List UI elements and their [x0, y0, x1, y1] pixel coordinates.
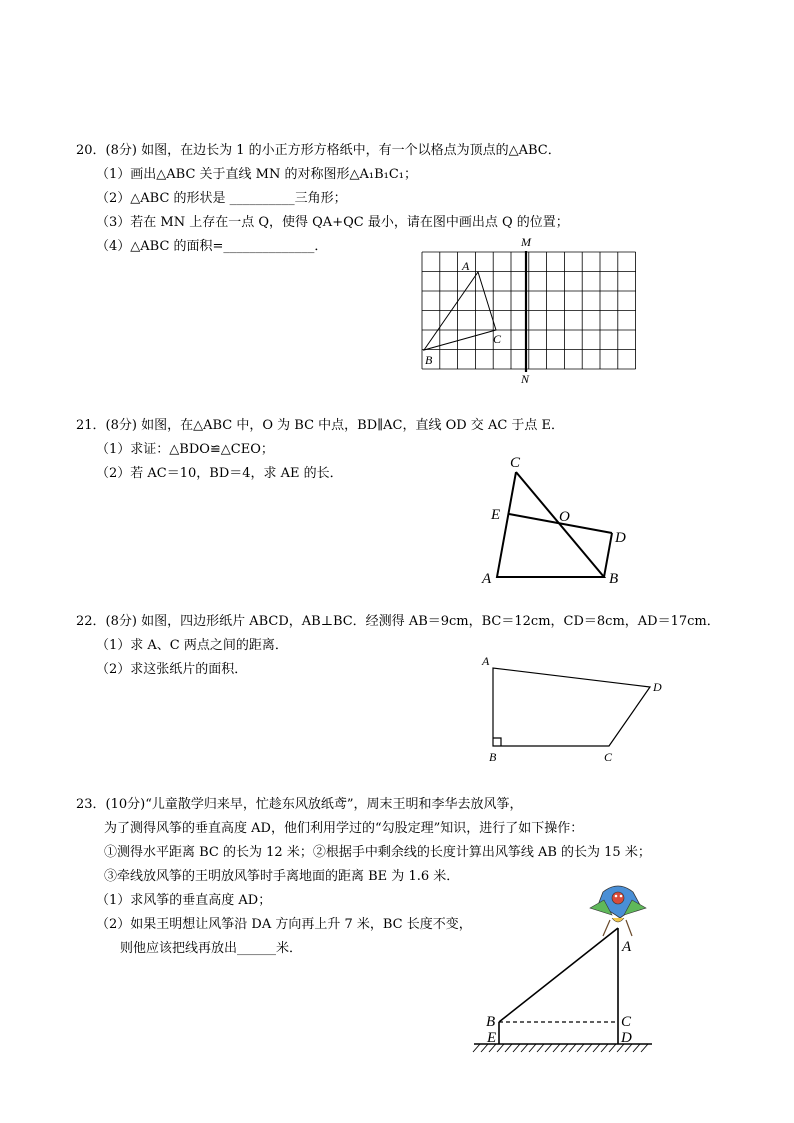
q23-label-e: E [487, 1030, 497, 1046]
ground-hatch-line [521, 1044, 528, 1052]
ground-hatch-line [585, 1044, 592, 1052]
q23-label-c: C [621, 1014, 632, 1030]
ground-hatch-line [601, 1044, 608, 1052]
q20-label-n: N [521, 372, 530, 386]
q20-label-c: C [493, 332, 502, 346]
q23-line2: 为了测得风筝的垂直高度 AD，他们利用学过的“勾股定理”知识，进行了如下操作： [104, 821, 584, 836]
q21-sub2: （2）若 AC＝10，BD＝4，求 AE 的长． [96, 466, 343, 481]
q21-label-b: B [609, 571, 619, 587]
q21-label-o: O [559, 509, 570, 525]
q22-right-angle-mark [493, 738, 501, 746]
q23-sub2-cont: 则他应该把线再放出______米． [120, 941, 303, 956]
q21-stem: 21．(8分) 如图，在△ABC 中，O 为 BC 中点，BD∥AC，直线 OD 交 AC 于点 E． [76, 418, 565, 433]
q23-sub2: （2）如果王明想让风筝沿 DA 方向再上升 7 米，BC 长度不变， [96, 917, 472, 932]
q23-line3: ①测得水平距离 BC 的长为 12 米；②根据手中剩余线的长度计算出风筝线 AB 的长为 15 米； [104, 845, 651, 860]
q23-label-a: A [622, 939, 632, 955]
q20-label-a: A [462, 259, 470, 273]
ground-hatch-line [593, 1044, 600, 1052]
q21-label-e: E [491, 507, 501, 523]
q20-label-b: B [425, 353, 433, 367]
q20-sub4: （4）△ABC 的面积=______________． [96, 239, 328, 254]
q22-sub2: （2）求这张纸片的面积． [96, 662, 248, 677]
ground-hatch-line [553, 1044, 560, 1052]
q21-label-d: D [615, 530, 626, 546]
q23-stem: 23．(10分)“儿童散学归来早，忙趁东风放纸鸢”，周末王明和李华去放风筝， [76, 797, 523, 812]
q23-label-b: B [486, 1014, 496, 1030]
q23-label-d: D [621, 1030, 632, 1046]
ground-hatch-line [609, 1044, 616, 1052]
q21-triangle [497, 472, 604, 577]
q22-stem: 22．(8分) 如图，四边形纸片 ABCD，AB⊥BC．经测得 AB＝9cm，BC＝12cm，CD＝8cm，AD＝17cm． [76, 614, 720, 629]
ground-hatch-line [561, 1044, 568, 1052]
q22-quadrilateral [493, 668, 650, 746]
q20-sub3: （3）若在 MN 上存在一点 Q，使得 QA+QC 最小，请在图中画出点 Q 的位置； [96, 215, 569, 230]
ground-hatch-line [545, 1044, 552, 1052]
q23-sub1: （1）求风筝的垂直高度 AD； [96, 893, 272, 908]
ground-hatch-line [505, 1044, 512, 1052]
q21-sub1: （1）求证：△BDO≌△CEO； [96, 442, 274, 457]
q21-label-c: C [510, 455, 521, 471]
ground-hatch-line [569, 1044, 576, 1052]
q22-sub1: （1）求 A、C 两点之间的距离． [96, 638, 288, 653]
q23-kite-string [499, 928, 618, 1022]
q22-label-d: D [653, 680, 662, 694]
q20-stem: 20．(8分) 如图，在边长为 1 的小正方形方格纸中，有一个以格点为顶点的△ABC． [76, 143, 561, 158]
q22-label-b: B [489, 750, 497, 764]
q21-figure [497, 472, 612, 577]
q22-label-a: A [482, 654, 490, 668]
ground-hatch-line [529, 1044, 536, 1052]
q21-label-a: A [482, 571, 492, 587]
ground-hatch-line [497, 1044, 504, 1052]
ground-hatch-line [633, 1044, 640, 1052]
q20-sub2: （2）△ABC 的形状是 __________三角形； [96, 191, 347, 206]
ground-hatch-line [513, 1044, 520, 1052]
q20-label-m: M [521, 235, 531, 249]
ground-hatch-line [641, 1044, 648, 1052]
ground-hatch-line [473, 1044, 480, 1052]
ground-hatch-line [577, 1044, 584, 1052]
q20-triangle-abc [424, 272, 496, 350]
ground-hatch-line [537, 1044, 544, 1052]
q20-grid-figure [422, 235, 636, 386]
q22-label-c: C [604, 750, 613, 764]
q23-line4: ③牵线放风筝的王明放风筝时手离地面的距离 BE 为 1.6 米． [104, 869, 460, 884]
q22-figure [493, 668, 650, 746]
q20-sub1: （1）画出△ABC 关于直线 MN 的对称图形△A₁B₁C₁； [96, 167, 418, 182]
